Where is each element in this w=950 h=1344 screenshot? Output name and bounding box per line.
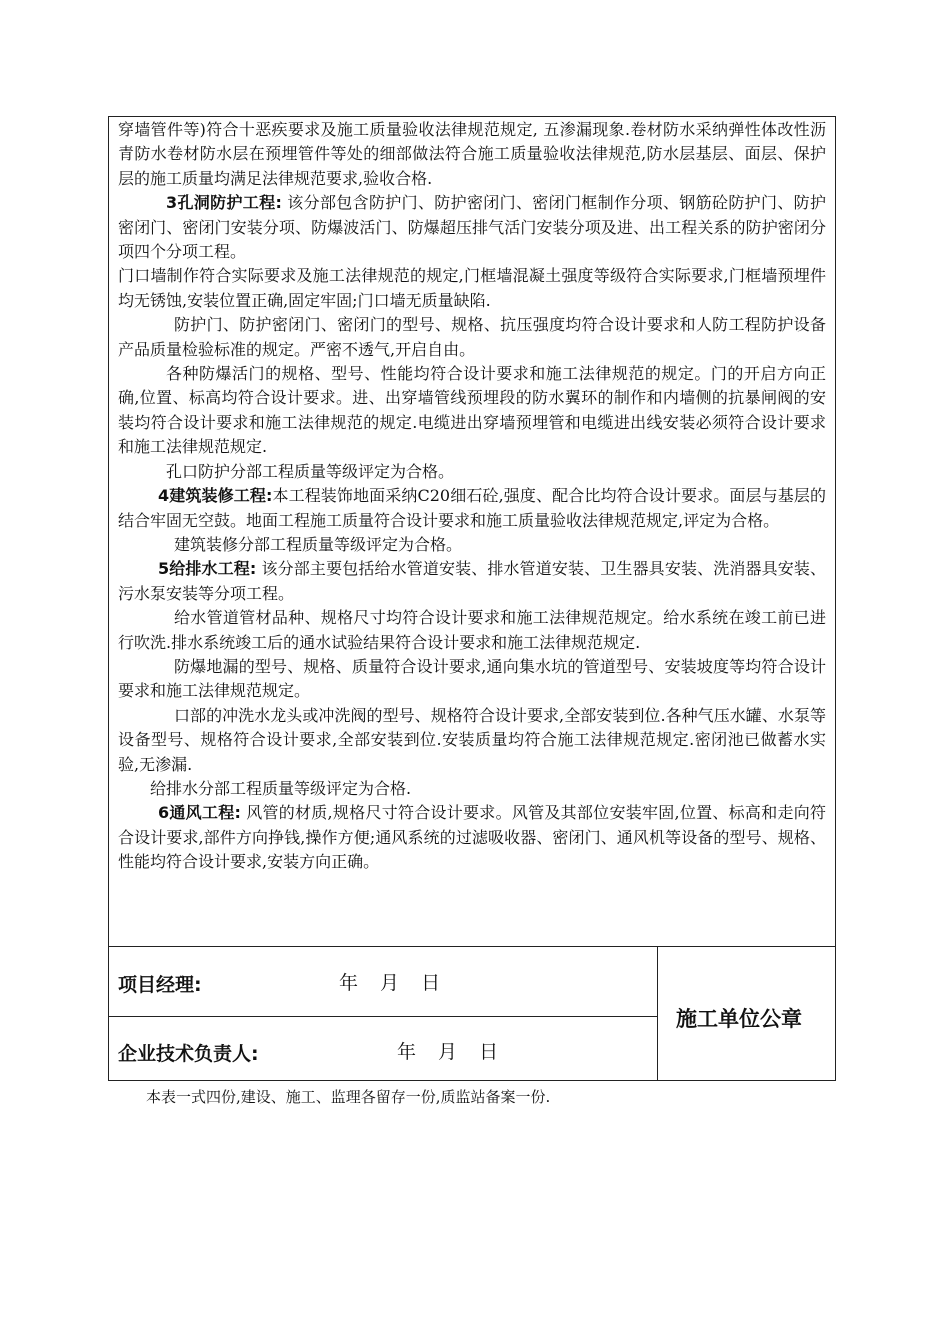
section-heading: 5给排水工程: xyxy=(158,559,257,579)
section-heading: 6通风工程: xyxy=(158,803,241,823)
paragraph-decoration: 4建筑装修工程:本工程装饰地面采纳C20细石砼,强度、配合比均符合设计要求。面层与基层的结合牢固无空鼓。地面工程施工质量符合设计要求和施工质量验收法律规范规定,评定为合格。 xyxy=(118,486,826,530)
seal-column-divider xyxy=(657,946,658,1081)
paragraph-opening-result: 孔口防护分部工程质量等级评定为合格。 xyxy=(166,461,455,481)
project-manager-date: 年 月 日 xyxy=(339,972,443,994)
inspection-text xyxy=(108,118,836,875)
paragraph-plumbing: 5给排水工程: 该分部主要包括给水管道安装、排水管道安装、卫生器具安装、洗消器具安装、污水泵安装等分项工程。 xyxy=(118,559,826,603)
paragraph-flush-valves: 口部的冲洗水龙头或冲洗阀的型号、规格符合设计要求,全部安装到位.各种气压水罐、水泵等设备型号、规格符合设计要求,全部安装到位.安装质量均符合施工法律规范规定.密闭池已做蓄水实验,无渗漏. xyxy=(118,705,826,774)
technical-lead-date: 年 月 日 xyxy=(397,1041,501,1063)
paragraph-plumbing-result: 给排水分部工程质量等级评定为合格. xyxy=(150,778,412,798)
paragraph-floor-drain: 防爆地漏的型号、规格、质量符合设计要求,通向集水坑的管道型号、安装坡度等均符合设计要求和施工法律规范规定。 xyxy=(118,656,826,701)
paragraph-waterproofing: 穿墙管件等)符合十恶疾要求及施工质量验收法律规范规定, 五渗漏现象.卷材防水采纳弹性体改性沥青防水卷材防水层在预埋管件等处的细部做法符合施工质量验收法律规范,防水层基层、面层、保护层的施工质量均满足法律规范要求,验收合格. xyxy=(118,120,826,188)
paragraph-door-wall: 门口墙制作符合实际要求及施工法律规范的规定,门框墙混凝土强度等级符合实际要求,门框墙预埋件均无锈蚀,安装位置正确,固定牢固;门口墙无质量缺陷. xyxy=(118,266,826,310)
paragraph-blast-valves: 各种防爆活门的规格、型号、性能均符合设计要求和施工法律规范的规定。门的开启方向正确,位置、标高均符合设计要求。进、出穿墙管线预埋段的防水翼环的制作和内墙侧的抗暴闸阀的安装均符合设计要求和施工法律规范的规定.电缆进出穿墙预埋管和电缆进出线安装必须符合设计要求和施工法律规范规定. xyxy=(118,364,826,457)
footnote: 本表一式四份,建设、施工、监理各留存一份,质监站备案一份. xyxy=(146,1088,551,1106)
signature-row-divider xyxy=(108,946,836,947)
paragraph-ventilation: 6通风工程: 风管的材质,规格尺寸符合设计要求。风管及其部位安装牢固,位置、标高和走向符合设计要求,部件方向挣钱,操作方便;通风系统的过滤吸收器、密闭门、通风机等设备的型号、规格、性能均符合设计要求,安装方向正确。 xyxy=(118,803,826,872)
paragraph-water-supply: 给水管道管材品种、规格尺寸均符合设计要求和施工法律规范规定。给水系统在竣工前已进行吹洗.排水系统竣工后的通水试验结果符合设计要求和施工法律规范规定. xyxy=(118,608,826,652)
paragraph-protective-doors: 防护门、防护密闭门、密闭门的型号、规格、抗压强度均符合设计要求和人防工程防护设备产品质量检验标准的规定。严密不透气,开启自由。 xyxy=(118,315,826,359)
section-heading: 3孔洞防护工程: xyxy=(166,193,282,213)
signature-row-divider xyxy=(108,1016,658,1017)
section-heading: 4建筑装修工程: xyxy=(158,486,273,506)
technical-lead-label: 企业技术负责人: xyxy=(118,1043,259,1065)
company-seal-label: 施工单位公章 xyxy=(676,1007,802,1031)
project-manager-label: 项目经理: xyxy=(118,974,202,996)
paragraph-opening-protection: 3孔洞防护工程: 该分部包含防护门、防护密闭门、密闭门框制作分项、钢筋砼防护门、防护密闭门、密闭门安装分项、防爆波活门、防爆超压排气活门安装分项及进、出工程关系的防护密闭分项四个分项工程。 xyxy=(118,193,826,262)
paragraph-decoration-result: 建筑装修分部工程质量等级评定为合格。 xyxy=(174,534,463,554)
